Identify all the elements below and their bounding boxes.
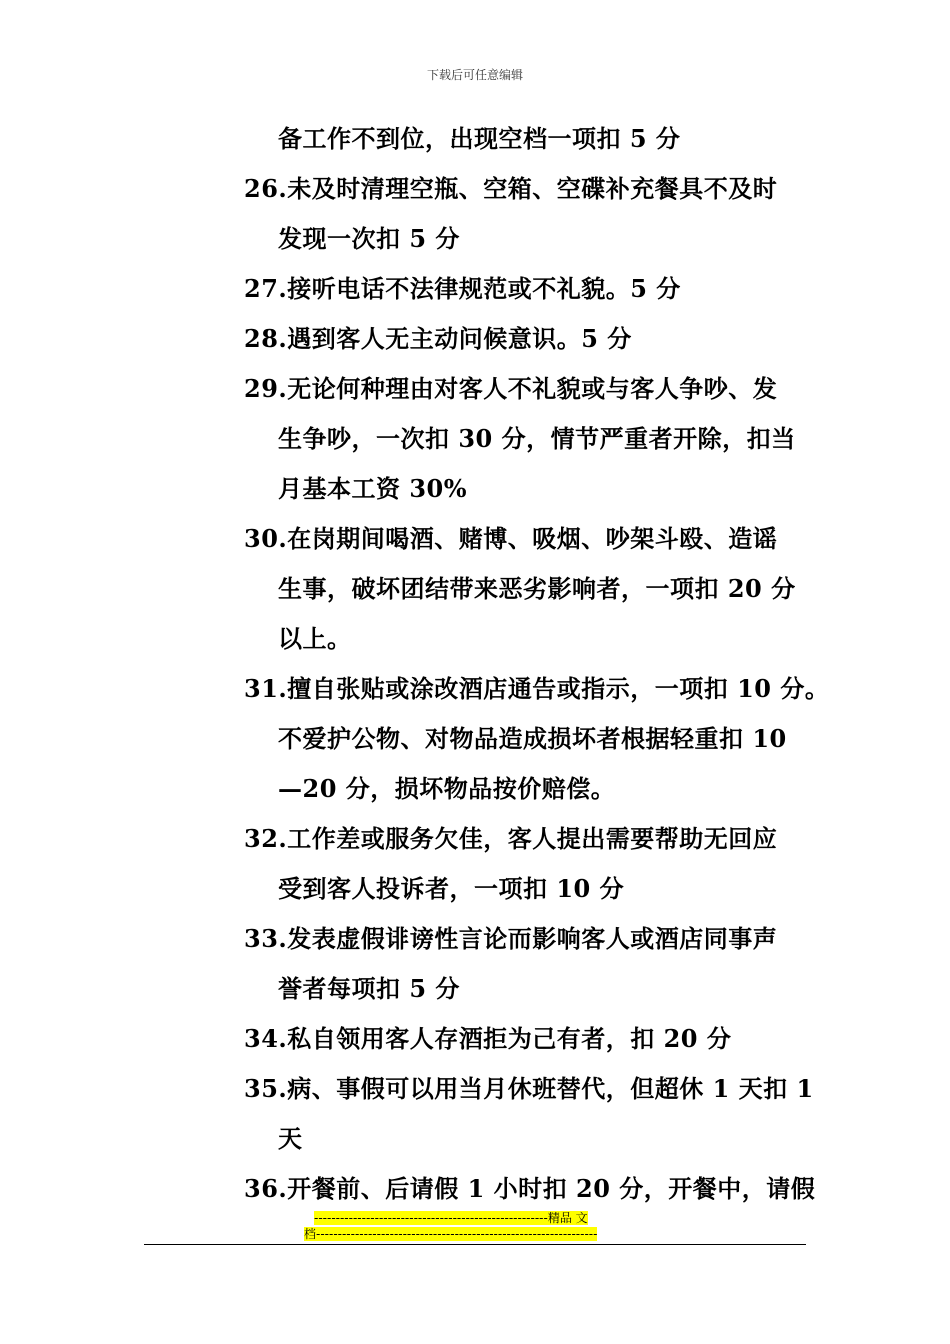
text-line: 生争吵，一次扣 30 分，情节严重者开除，扣当 xyxy=(278,424,796,453)
list-item-36: 36.开餐前、后请假 1 小时扣 20 分，开餐中，请假 xyxy=(244,1174,816,1203)
list-item-29: 29.无论何种理由对客人不礼貌或与客人争吵、发 xyxy=(244,374,778,403)
text-line: 发现一次扣 5 分 xyxy=(278,224,460,253)
text-line: 备工作不到位，出现空档一项扣 5 分 xyxy=(278,124,681,153)
text-line: 生事，破坏团结带来恶劣影响者，一项扣 20 分 xyxy=(278,574,796,603)
list-item-34: 34.私自领用客人存酒拒为己有者，扣 20 分 xyxy=(244,1024,732,1053)
text-line: 受到客人投诉者，一项扣 10 分 xyxy=(278,874,625,903)
text-line: 天 xyxy=(278,1124,303,1153)
list-item-33: 33.发表虚假诽谤性言论而影响客人或酒店同事声 xyxy=(244,924,778,953)
list-item-26: 26.未及时清理空瓶、空箱、空碟补充餐具不及时 xyxy=(244,174,778,203)
page-header: 下载后可任意编辑 xyxy=(426,68,523,82)
footer-divider xyxy=(144,1244,806,1245)
footer-line-2: 档----------------------------------------------------------------- xyxy=(304,1227,598,1241)
footer-line-1: ------------------------------------------------------精品 文 xyxy=(314,1211,588,1225)
text-line: 誉者每项扣 5 分 xyxy=(278,974,460,1003)
list-item-27: 27.接听电话不法律规范或不礼貌。5 分 xyxy=(244,274,681,303)
list-item-28: 28.遇到客人无主动问候意识。5 分 xyxy=(244,324,632,353)
text-line: —20 分，损坏物品按价赔偿。 xyxy=(278,774,616,803)
list-item-30: 30.在岗期间喝酒、赌博、吸烟、吵架斗殴、造谣 xyxy=(244,524,778,553)
text-line: 不爱护公物、对物品造成损坏者根据轻重扣 10 xyxy=(278,724,787,753)
list-item-31: 31.擅自张贴或涂改酒店通告或指示，一项扣 10 分。 xyxy=(244,674,830,703)
text-line: 以上。 xyxy=(278,624,352,653)
list-item-32: 32.工作差或服务欠佳，客人提出需要帮助无回应 xyxy=(244,824,778,853)
text-line: 月基本工资 30% xyxy=(278,474,468,503)
list-item-35: 35.病、事假可以用当月休班替代，但超休 1 天扣 1 xyxy=(244,1074,814,1103)
